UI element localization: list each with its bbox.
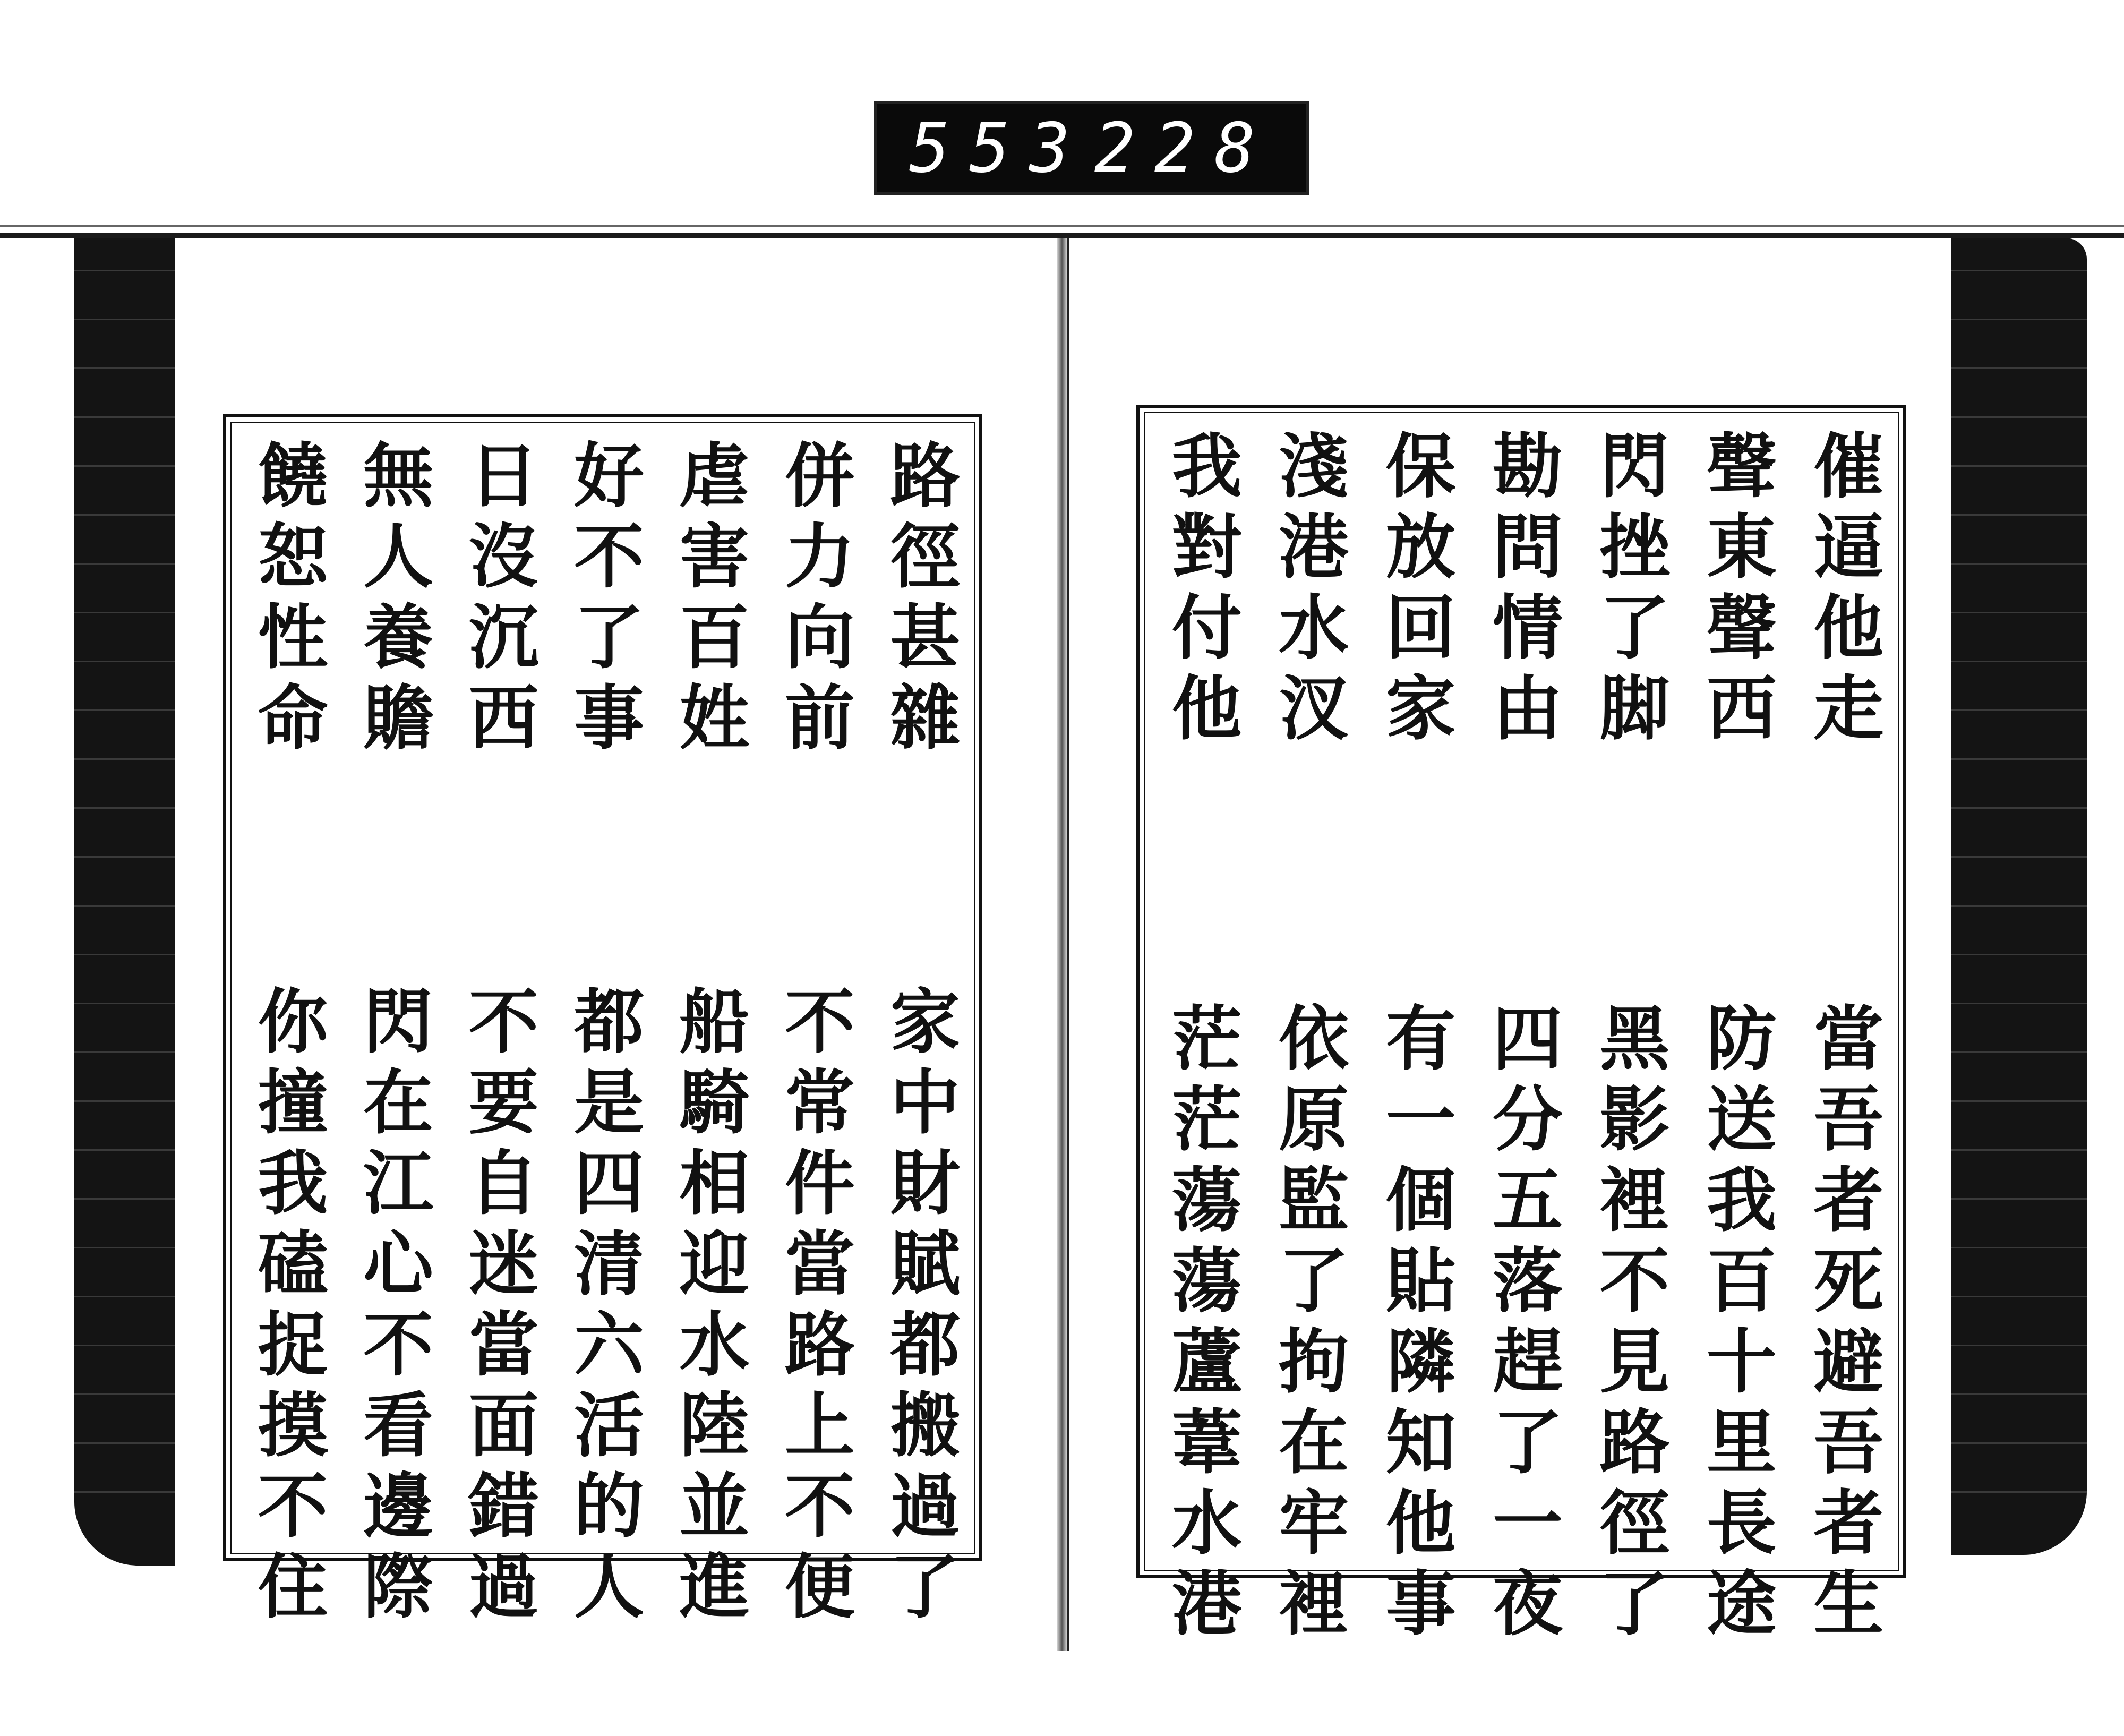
- page-edge-line: [74, 1345, 183, 1346]
- column-upper-phrase: 聲東聲西: [1694, 429, 1777, 752]
- column-upper-phrase: 路徑甚雜: [878, 439, 961, 762]
- page-edge-line: [1943, 954, 2087, 955]
- page-edge-line: [74, 367, 183, 369]
- page-edge-line: [1943, 465, 2087, 467]
- page-edge-line: [74, 612, 183, 613]
- text-column: [772, 417, 855, 1630]
- page-edge-line: [1943, 1051, 2087, 1053]
- column-upper-phrase: 併力向前: [772, 439, 855, 762]
- page-edge-line: [1943, 1247, 2087, 1248]
- column-upper-phrase: 好不了事: [561, 439, 644, 762]
- page-edge-line: [1943, 1442, 2087, 1444]
- column-upper-phrase: 保放回家: [1373, 429, 1456, 752]
- right-fore-edge: [1943, 238, 2087, 1555]
- page-edge-line: [74, 807, 183, 809]
- text-column: [1266, 408, 1349, 1647]
- column-lower-phrase: 防送我百十里長途: [1694, 1002, 1777, 1647]
- page-edge-line: [74, 758, 183, 760]
- page-edge-line: [74, 1100, 183, 1102]
- page-edge-line: [1943, 661, 2087, 662]
- text-column: [245, 417, 328, 1630]
- left-fore-edge: [74, 238, 183, 1566]
- column-upper-phrase: 勘問情由: [1480, 429, 1563, 752]
- column-upper-phrase: 虐害百姓: [667, 439, 750, 762]
- page-edge-line: [74, 1149, 183, 1151]
- text-column: [561, 417, 644, 1630]
- page-edge-line: [74, 1198, 183, 1200]
- right-columns: [1159, 408, 1884, 1647]
- page-edge-line: [1943, 514, 2087, 516]
- left-columns: [245, 417, 961, 1630]
- column-upper-phrase: 淺港水汊: [1266, 429, 1349, 752]
- page-edge-line: [74, 563, 183, 565]
- page-edge-line: [1943, 905, 2087, 907]
- archive-number-left: 553: [909, 108, 1090, 188]
- page-edge-line: [74, 1296, 183, 1297]
- page-edge-line: [74, 270, 183, 271]
- page-edge-line: [1943, 709, 2087, 711]
- page-edge-line: [1943, 856, 2087, 858]
- page-edge-line: [74, 319, 183, 320]
- page-edge-line: [1943, 319, 2087, 320]
- page-edge-line: [74, 1003, 183, 1004]
- page-edge-line: [1943, 1393, 2087, 1395]
- archive-label: [874, 101, 1309, 195]
- text-column: [1480, 408, 1563, 1647]
- page-edge-line: [1943, 1296, 2087, 1297]
- column-lower-phrase: 船騎相迎水陸並進: [667, 985, 750, 1630]
- page-edge-line: [74, 856, 183, 858]
- left-text-frame: [223, 414, 982, 1630]
- text-column: [1587, 408, 1670, 1647]
- page-edge-line: [1943, 807, 2087, 809]
- text-column: [456, 417, 539, 1630]
- page-edge-line: [1943, 1149, 2087, 1151]
- column-lower-phrase: 黑影裡不見路徑了: [1587, 1002, 1670, 1647]
- page-edge-line: [1943, 612, 2087, 613]
- column-lower-phrase: 當吾者死避吾者生: [1801, 1002, 1884, 1647]
- column-lower-phrase: 家中財賦都搬過了: [878, 985, 961, 1630]
- page-edge-line: [74, 1491, 183, 1493]
- column-lower-phrase: 四分五落趕了一夜: [1480, 1002, 1563, 1647]
- column-upper-phrase: 饒恕性命: [245, 439, 328, 762]
- column-upper-phrase: 我對付他: [1159, 429, 1242, 752]
- page-edge-line: [74, 1442, 183, 1444]
- page-edge-line: [1943, 1491, 2087, 1493]
- page-edge-line: [1943, 758, 2087, 760]
- page-edge-line: [74, 709, 183, 711]
- text-column: [351, 417, 434, 1630]
- page-edge-line: [1943, 1198, 2087, 1200]
- page-edge-line: [1943, 563, 2087, 565]
- column-lower-phrase: 依原監了拘在牢裡: [1266, 1002, 1349, 1647]
- column-lower-phrase: 都是四清六活的人: [561, 985, 644, 1630]
- page-edge-line: [1943, 1100, 2087, 1102]
- page-edge-line: [74, 1051, 183, 1053]
- binding-rule: [0, 233, 2124, 238]
- column-lower-phrase: 茫茫蕩蕩蘆葦水港: [1159, 1002, 1242, 1647]
- column-upper-phrase: 閃挫了脚: [1587, 429, 1670, 752]
- page-edge-line: [1943, 1345, 2087, 1346]
- page-edge-line: [74, 416, 183, 418]
- page-edge-line: [74, 514, 183, 516]
- page-edge-line: [74, 1247, 183, 1248]
- page-edge-line: [1943, 1003, 2087, 1004]
- page-edge-line: [74, 465, 183, 467]
- text-column: [1373, 408, 1456, 1647]
- text-column: [667, 417, 750, 1630]
- page-edge-line: [1943, 416, 2087, 418]
- column-lower-phrase: 不常件當路上不便: [772, 985, 855, 1630]
- archive-number-right: 228: [1094, 108, 1274, 188]
- binding-shadow: [0, 225, 2124, 227]
- page-edge-line: [74, 661, 183, 662]
- column-lower-phrase: 閃在江心不看邊際: [351, 985, 434, 1630]
- text-column: [1801, 408, 1884, 1647]
- column-upper-phrase: 催逼他走: [1801, 429, 1884, 752]
- text-column: [1159, 408, 1242, 1647]
- page-edge-line: [74, 905, 183, 907]
- book-gutter: [1057, 238, 1067, 1651]
- column-upper-phrase: 日沒沉西: [456, 439, 539, 762]
- column-lower-phrase: 有一個貼隣知他事: [1373, 1002, 1456, 1647]
- page-edge-line: [74, 954, 183, 955]
- text-column: [878, 417, 961, 1630]
- column-upper-phrase: 無人養贍: [351, 439, 434, 762]
- column-lower-phrase: 你撞我磕捉摸不住: [245, 985, 328, 1630]
- text-column: [1694, 408, 1777, 1647]
- page-edge-line: [1943, 270, 2087, 271]
- right-text-frame: [1136, 405, 1906, 1647]
- page-edge-line: [1943, 367, 2087, 369]
- page-edge-line: [74, 1393, 183, 1395]
- column-lower-phrase: 不要自迷當面錯過: [456, 985, 539, 1630]
